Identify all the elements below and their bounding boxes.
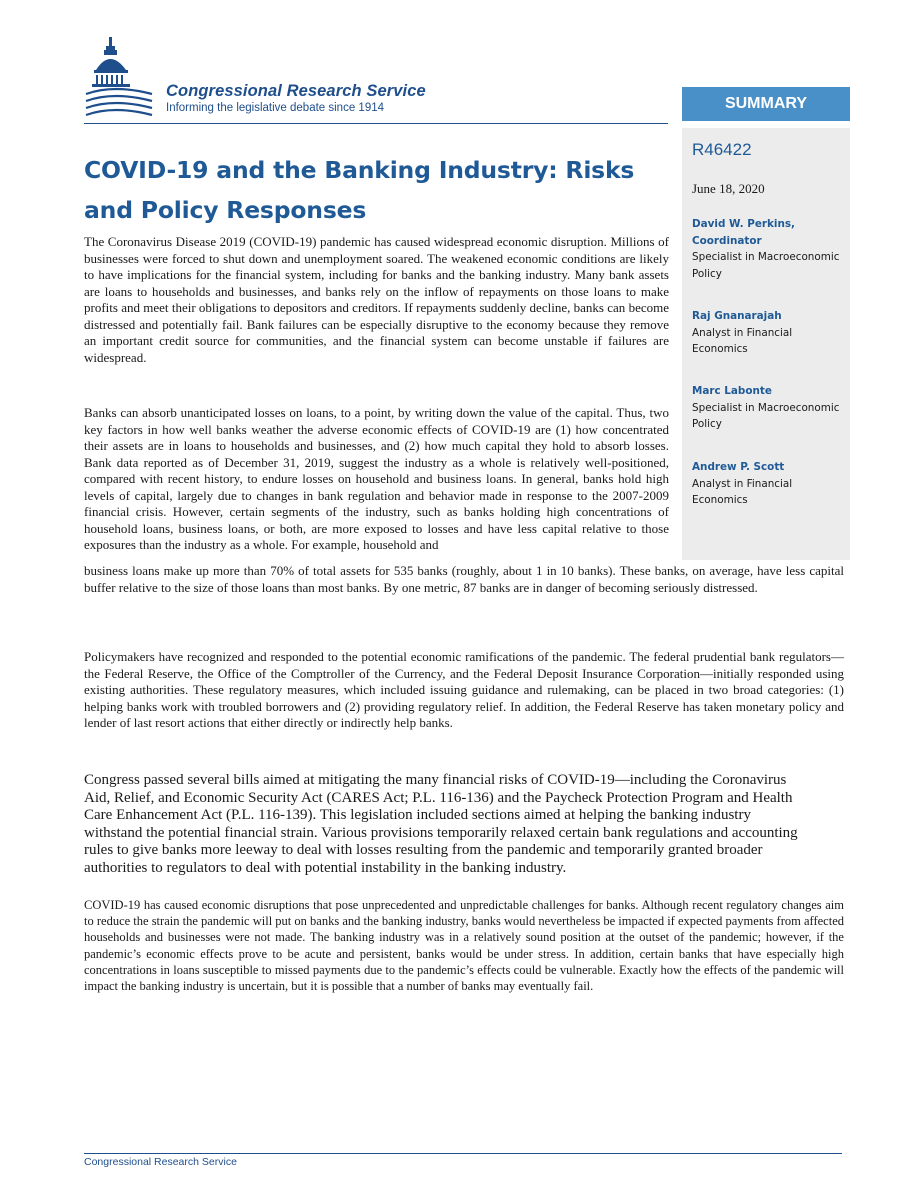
author-block bbox=[692, 383, 850, 433]
org-name: Congressional Research Service bbox=[166, 82, 426, 100]
author-title: Specialist in Macroeconomic Policy bbox=[692, 401, 840, 430]
author-title: Specialist in Macroeconomic Policy bbox=[692, 251, 840, 280]
author-name: David W. Perkins, bbox=[692, 218, 795, 230]
footer-text: Congressional Research Service bbox=[84, 1156, 237, 1168]
summary-paragraph: COVID-19 has caused economic disruptions that pose unprecedented and unpredictable challenges for banks. Although recent regulatory changes aim to reduce the strain the pandemic will put on banks and the banking industry, banks would nevertheless be impacted if expected payments from affected households and businesses were not made. The banking industry was in a relatively sound position at the outset of the pandemic; however, if the pandemic’s economic effects prove to be acute and persistent, banks would be under stress. In addition, certain banks that have especially high concentrations in loans susceptible to missed payments due to the pandemic’s effects could be vulnerable. Exactly how the effects of the pandemic will impact the banking industry is uncertain, but it is possible that a number of banks may eventually fail. bbox=[84, 898, 844, 994]
footer-divider bbox=[84, 1153, 842, 1154]
capitol-dome-logo-icon bbox=[84, 34, 154, 124]
author-block bbox=[692, 216, 850, 282]
author-name: Raj Gnanarajah bbox=[692, 310, 782, 322]
author-name: Andrew P. Scott bbox=[692, 461, 785, 473]
author-title: Analyst in Financial Economics bbox=[692, 326, 793, 355]
summary-paragraph: Banks can absorb unanticipated losses on loans, to a point, by writing down the value of the capital. Thus, two key factors in how well banks weather the adverse economic effects of COVID-19 are (1) how concentrated their assets are in loans to households and businesses, and (2) how much capital they hold to absorb losses. Bank data reported as of December 31, 2019, suggest the industry as a whole is relatively well-positioned, compared with recent history, to endure losses on household and business loans. In general, banks hold high levels of capital, largely due to changes in bank regulation and behavior made in response to the 2007-2009 financial crisis. However, certain segments of the industry, such as banks holding high concentrations of household loans, business loans, or both, are more exposed to losses and have less capital relative to those exposures than the industry as a whole. For example, household and bbox=[84, 405, 669, 552]
org-tagline: Informing the legislative debate since 1914 bbox=[166, 102, 385, 114]
author-block bbox=[692, 459, 850, 509]
author-title: Analyst in Financial Economics bbox=[692, 477, 793, 506]
author-name: Marc Labonte bbox=[692, 385, 772, 397]
summary-heading: SUMMARY bbox=[682, 87, 850, 121]
header-divider bbox=[84, 123, 668, 124]
document-title: COVID-19 and the Banking Industry: Risks and Policy Responses bbox=[84, 156, 635, 224]
summary-paragraph: Policymakers have recognized and responded to the potential economic ramifications of the pandemic. The federal prudential bank regulators—the Federal Reserve, the Office of the Comptroller of the Currency, and the Federal Deposit Insurance Corporation—initially responded using existing authorities. These regulatory measures, which included issuing guidance and rulemaking, can be placed in two broad categories: (1) helping banks work with troubled borrowers and (2) providing regulatory relief. In addition, the Federal Reserve has taken monetary policy and lender of last resort actions that either directly or indirectly help banks. bbox=[84, 649, 844, 730]
summary-paragraph: business loans make up more than 70% of total assets for 535 banks (roughly, about 1 in 10 banks). These banks, on average, have less capital buffer relative to the size of those loans than most banks. By one metric, 87 banks are in danger of becoming seriously distressed. bbox=[84, 563, 844, 595]
summary-paragraph: Congress passed several bills aimed at mitigating the many financial risks of COVID-19—including the Coronavirus Aid, Relief, and Economic Security Act (CARES Act; P.L. 116-136) and the Paycheck Protection Program and Health Care Enhancement Act (P.L. 116-139). This legislation included sections aimed at helping the banking industry withstand the potential financial strain. Various provisions temporarily relaxed certain bank regulations and accounting rules to give banks more leeway to deal with losses resulting from the pandemic and temporarily granted broader authorities to regulators to deal with potential instability in the banking industry. bbox=[84, 772, 798, 876]
author-block bbox=[692, 308, 850, 358]
summary-paragraph: The Coronavirus Disease 2019 (COVID-19) pandemic has caused widespread economic disruption. Millions of businesses were forced to shut down and unemployment soared. The weakened economic conditions are likely to have implications for the financial system, including for banks and the banking industry. Many bank assets are loans to households and businesses, and banks rely on the inflow of repayments on those loans to make profits and meet their obligations to depositors and creditors. If repayments suddenly decline, banks can become distressed and potentially fail. Bank failures can be especially disruptive to the economy because they remove an important credit source for communities, and the financial system can become unstable if failures are widespread. bbox=[84, 234, 669, 365]
author-role: Coordinator bbox=[692, 234, 762, 247]
report-number: R46422 bbox=[692, 140, 752, 159]
report-date: June 18, 2020 bbox=[692, 181, 765, 196]
